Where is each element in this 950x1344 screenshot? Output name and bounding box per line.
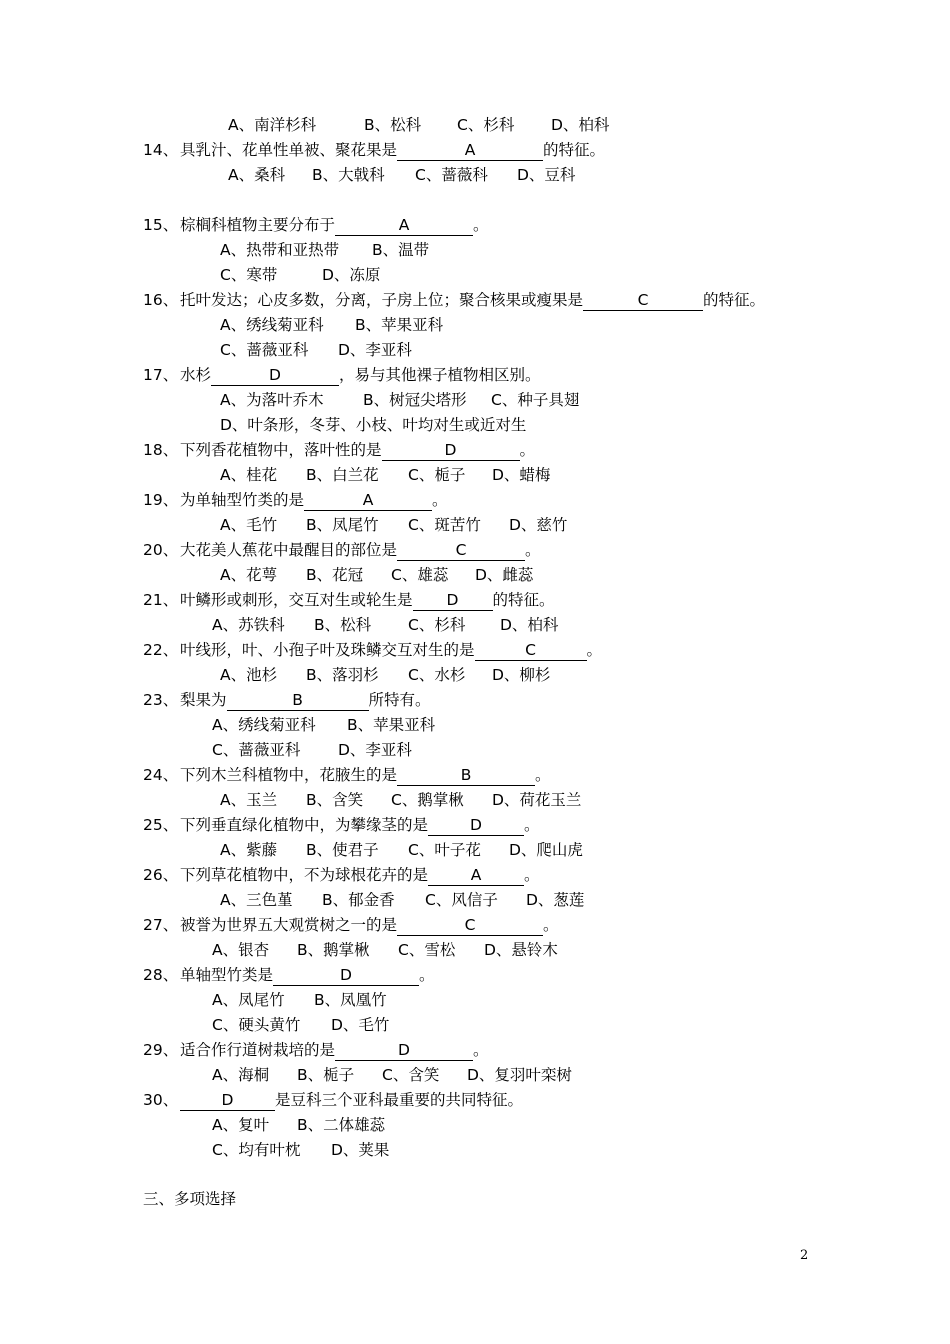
question-stem: 大花美人蕉花中最醒目的部位是 C 。 xyxy=(180,541,541,559)
option: D、叶条形，冬芽、小枝、叶均对生或近对生 xyxy=(220,416,527,434)
option: C、寒带 xyxy=(220,266,278,284)
question-number: 30、 xyxy=(143,1091,179,1109)
section-heading: 三、多项选择 xyxy=(143,1190,237,1208)
option: A、绣线菊亚科 xyxy=(220,316,324,334)
question-number: 17、 xyxy=(143,366,179,384)
question-number: 20、 xyxy=(143,541,179,559)
option: C、叶子花 xyxy=(408,841,481,859)
option: B、栀子 xyxy=(297,1066,355,1084)
answer: A xyxy=(398,216,410,234)
option: A、复叶 xyxy=(212,1116,270,1134)
question-stem: 为单轴型竹类的是 A 。 xyxy=(180,491,448,509)
answer-blank xyxy=(382,440,520,461)
option: D、李亚科 xyxy=(338,341,412,359)
page-number: 2 xyxy=(800,1248,809,1263)
option: C、杉科 xyxy=(408,616,466,634)
option: B、凤凰竹 xyxy=(314,991,387,1009)
question-stem: 叶鳞形或刺形，交互对生或轮生是 D 的特征。 xyxy=(180,591,555,609)
question-number: 14、 xyxy=(143,141,179,159)
option: C、均有叶枕 xyxy=(212,1141,301,1159)
option: C、杉科 xyxy=(457,116,515,134)
answer-blank xyxy=(335,1040,473,1061)
question-number: 24、 xyxy=(143,766,179,784)
question-stem: 梨果为 B 所特有。 xyxy=(180,691,431,709)
question-number: 22、 xyxy=(143,641,179,659)
option: D、柳杉 xyxy=(492,666,551,684)
option: B、郁金香 xyxy=(322,891,395,909)
option: C、风信子 xyxy=(425,891,498,909)
option: D、柏科 xyxy=(500,616,559,634)
answer: D xyxy=(340,966,352,984)
question-number: 19、 xyxy=(143,491,179,509)
option: A、池杉 xyxy=(220,666,278,684)
option: C、种子具翅 xyxy=(491,391,580,409)
option: C、雄蕊 xyxy=(391,566,449,584)
answer-blank xyxy=(335,215,473,236)
option: C、鹅掌楸 xyxy=(391,791,464,809)
option: A、三色堇 xyxy=(220,891,293,909)
answer-blank xyxy=(397,540,525,561)
answer: A xyxy=(470,866,482,884)
answer: D xyxy=(269,366,281,384)
answer: C xyxy=(464,916,476,934)
question-number: 26、 xyxy=(143,866,179,884)
option: B、含笑 xyxy=(306,791,364,809)
option: D、豆科 xyxy=(517,166,576,184)
question-number: 16、 xyxy=(143,291,179,309)
question-stem: D 是豆科三个亚科最重要的共同特征。 xyxy=(180,1088,523,1112)
answer-blank xyxy=(304,490,432,511)
option: B、落羽杉 xyxy=(306,666,379,684)
answer: D xyxy=(221,1091,234,1109)
question-number: 28、 xyxy=(143,966,179,984)
option: B、温带 xyxy=(372,241,430,259)
option: B、大戟科 xyxy=(312,166,385,184)
option: D、爬山虎 xyxy=(509,841,583,859)
option: D、荷花玉兰 xyxy=(492,791,582,809)
option: D、毛竹 xyxy=(331,1016,390,1034)
option: D、悬铃木 xyxy=(484,941,558,959)
answer: C xyxy=(637,291,649,309)
option: A、热带和亚热带 xyxy=(220,241,340,259)
option: D、雌蕊 xyxy=(475,566,534,584)
answer: A xyxy=(464,141,476,159)
answer-blank xyxy=(273,965,419,986)
question-number: 25、 xyxy=(143,816,179,834)
question-number: 27、 xyxy=(143,916,179,934)
option: A、凤尾竹 xyxy=(212,991,285,1009)
option: B、二体雄蕊 xyxy=(297,1116,386,1134)
option: C、栀子 xyxy=(408,466,466,484)
option: D、蜡梅 xyxy=(492,466,551,484)
question-number: 21、 xyxy=(143,591,179,609)
answer: D xyxy=(398,1041,410,1059)
question-stem: 适合作行道树栽培的是 D 。 xyxy=(180,1041,489,1059)
option: A、为落叶乔木 xyxy=(220,391,324,409)
option: B、使君子 xyxy=(306,841,379,859)
answer-blank xyxy=(475,640,587,661)
option: C、蔷薇亚科 xyxy=(212,741,301,759)
option: B、松科 xyxy=(364,116,422,134)
option: A、桑科 xyxy=(228,166,286,184)
question-stem: 下列香花植物中，落叶性的是 D 。 xyxy=(180,441,536,459)
answer-blank xyxy=(397,765,535,786)
option: B、凤尾竹 xyxy=(306,516,379,534)
answer-blank xyxy=(583,290,703,311)
option: D、复羽叶栾树 xyxy=(467,1066,572,1084)
option: B、鹅掌楸 xyxy=(297,941,370,959)
question-number: 15、 xyxy=(143,216,179,234)
option: D、冻原 xyxy=(322,266,381,284)
answer-blank xyxy=(428,815,524,836)
question-stem: 单轴型竹类是 D 。 xyxy=(180,966,435,984)
option: B、苹果亚科 xyxy=(355,316,444,334)
option: A、毛竹 xyxy=(220,516,278,534)
answer: D xyxy=(444,441,457,459)
answer-blank xyxy=(227,690,369,711)
question-stem: 被誉为世界五大观赏树之一的是 C 。 xyxy=(180,916,559,934)
answer: C xyxy=(455,541,467,559)
answer-blank xyxy=(428,865,524,886)
option: A、桂花 xyxy=(220,466,278,484)
answer: D xyxy=(446,591,459,609)
option: B、松科 xyxy=(314,616,372,634)
answer-blank xyxy=(397,140,543,161)
answer: A xyxy=(362,491,374,509)
option: C、斑苦竹 xyxy=(408,516,481,534)
option: B、白兰花 xyxy=(306,466,379,484)
option: A、花萼 xyxy=(220,566,278,584)
question-stem: 水杉 D ，易与其他裸子植物相区别。 xyxy=(180,366,541,384)
question-stem: 托叶发达；心皮多数，分离，子房上位；聚合核果或瘦果是 C 的特征。 xyxy=(180,291,766,309)
question-number: 18、 xyxy=(143,441,179,459)
option: C、水杉 xyxy=(408,666,466,684)
answer: B xyxy=(460,766,472,784)
option: A、海桐 xyxy=(212,1066,270,1084)
question-stem: 下列木兰科植物中，花腋生的是 B 。 xyxy=(180,766,551,784)
option: A、苏铁科 xyxy=(212,616,285,634)
option: A、绣线菊亚科 xyxy=(212,716,316,734)
option: B、花冠 xyxy=(306,566,364,584)
question-stem: 叶线形，叶、小孢子叶及珠鳞交互对生的是 C 。 xyxy=(180,641,603,659)
answer: C xyxy=(525,641,536,659)
answer-blank xyxy=(211,365,339,386)
option: C、蔷薇科 xyxy=(415,166,488,184)
option: A、紫藤 xyxy=(220,841,278,859)
option: B、树冠尖塔形 xyxy=(363,391,467,409)
option: C、含笑 xyxy=(382,1066,440,1084)
option: D、慈竹 xyxy=(509,516,568,534)
question-stem: 具乳汁、花单性单被、聚花果是 A 的特征。 xyxy=(180,141,606,159)
option: A、银杏 xyxy=(212,941,270,959)
question-number: 23、 xyxy=(143,691,179,709)
answer: B xyxy=(292,691,303,709)
option: D、李亚科 xyxy=(338,741,412,759)
question-stem: 下列草花植物中，不为球根花卉的是 A 。 xyxy=(180,866,540,884)
option: C、硬头黄竹 xyxy=(212,1016,301,1034)
option: C、雪松 xyxy=(398,941,456,959)
answer-blank xyxy=(180,1090,275,1111)
option: D、荚果 xyxy=(331,1141,390,1159)
option: D、葱莲 xyxy=(526,891,585,909)
option: B、苹果亚科 xyxy=(347,716,436,734)
answer-blank xyxy=(397,915,543,936)
question-stem: 棕榈科植物主要分布于 A 。 xyxy=(180,216,489,234)
answer-blank xyxy=(413,590,493,611)
question-number: 29、 xyxy=(143,1041,179,1059)
option: D、柏科 xyxy=(551,116,610,134)
answer: D xyxy=(470,816,482,834)
option: C、蔷薇亚科 xyxy=(220,341,309,359)
option: A、玉兰 xyxy=(220,791,278,809)
question-stem: 下列垂直绿化植物中，为攀缘茎的是 D 。 xyxy=(180,816,540,834)
option: A、南洋杉科 xyxy=(228,116,317,134)
